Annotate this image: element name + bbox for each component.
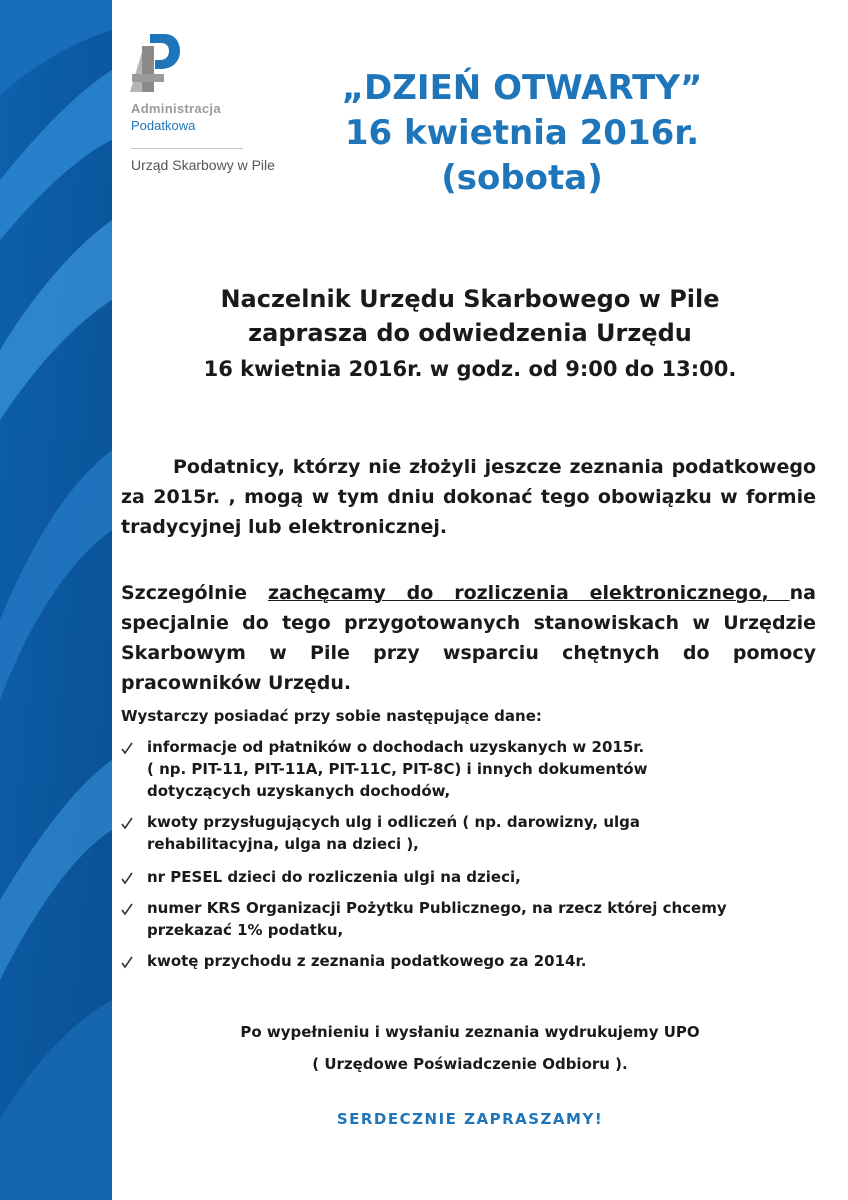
invitation-line-2: zaprasza do odwiedzenia Urzędu bbox=[248, 319, 692, 347]
decorative-blue-band bbox=[0, 0, 112, 1200]
invitation-hours: 16 kwietnia 2016r. w godz. od 9:00 do 13:00. bbox=[203, 357, 737, 381]
logo-text-administracja: Administracja bbox=[131, 101, 221, 116]
event-title-weekday: (sobota) bbox=[441, 158, 603, 198]
checkmark-icon bbox=[121, 953, 133, 969]
list-item-text: informacje od płatników o dochodach uzyskanych w 2015r. ( np. PIT-11, PIT-11A, PIT-11C, PIT-8C) i innych dokumentów dotyczących uzyskanych dochodów, bbox=[147, 738, 648, 800]
upo-note-line-1: Po wypełnieniu i wysłaniu zeznania wydrukujemy UPO bbox=[240, 1023, 700, 1041]
list-item-text: nr PESEL dzieci do rozliczenia ulgi na dzieci, bbox=[147, 868, 521, 886]
upo-note-line-2: ( Urzędowe Poświadczenie Odbioru ). bbox=[312, 1055, 628, 1073]
event-title-date: 16 kwietnia 2016r. bbox=[344, 113, 700, 153]
paragraph-electronic-underlined: zachęcamy do rozliczenia elektronicznego, bbox=[267, 582, 790, 604]
tax-administration-logo bbox=[128, 32, 308, 173]
paragraph-electronic bbox=[121, 578, 816, 698]
list-item-text: numer KRS Organizacji Pożytku Publicznego, na rzecz której chcemy przekazać 1% podatku, bbox=[147, 899, 727, 939]
required-data-intro: Wystarczy posiadać przy sobie następujące dane: bbox=[121, 707, 542, 725]
checkmark-icon bbox=[121, 814, 133, 830]
checkmark-icon bbox=[121, 739, 133, 755]
checkmark-icon bbox=[121, 869, 133, 885]
logo-divider bbox=[131, 148, 243, 149]
invitation-line-1: Naczelnik Urzędu Skarbowego w Pile bbox=[220, 285, 720, 313]
paragraph-electronic-rest: na specjalnie do tego przygotowanych stanowiskach w Urzędzie Skarbowym w Pile przy wsparciu chętnych do pomocy pracowników Urzędu. bbox=[121, 582, 816, 694]
upo-note bbox=[120, 1016, 820, 1080]
list-item-text: kwoty przysługujących ulg i odliczeń ( np. darowizny, ulga rehabilitacyjna, ulga na dzieci ), bbox=[147, 813, 641, 853]
invitation-heading bbox=[120, 282, 820, 386]
list-item bbox=[121, 736, 821, 802]
logo-text-podatkowa: Podatkowa bbox=[131, 118, 196, 133]
list-item bbox=[121, 866, 821, 888]
required-data-list bbox=[121, 736, 821, 972]
paragraph-taxpayers: Podatnicy, którzy nie złożyli jeszcze zeznania podatkowego za 2015r. , mogą w tym dniu dokonać tego obowiązku w formie tradycyjnej lub elektronicznej. bbox=[121, 456, 816, 538]
list-item-text: kwotę przychodu z zeznania podatkowego za 2014r. bbox=[147, 952, 587, 970]
checkmark-icon bbox=[121, 900, 133, 916]
list-item bbox=[121, 811, 821, 855]
list-item bbox=[121, 897, 821, 941]
event-title bbox=[330, 66, 714, 201]
band-graphic bbox=[0, 0, 112, 1200]
paragraph-electronic-lead: Szczególnie bbox=[121, 582, 268, 604]
logo-text-office: Urząd Skarbowy w Pile bbox=[131, 157, 275, 173]
logo-mark-icon bbox=[128, 32, 180, 94]
event-title-name: „DZIEŃ OTWARTY” bbox=[341, 68, 703, 108]
closing-invitation: SERDECZNIE ZAPRASZAMY! bbox=[336, 1110, 604, 1128]
list-item bbox=[121, 950, 821, 972]
